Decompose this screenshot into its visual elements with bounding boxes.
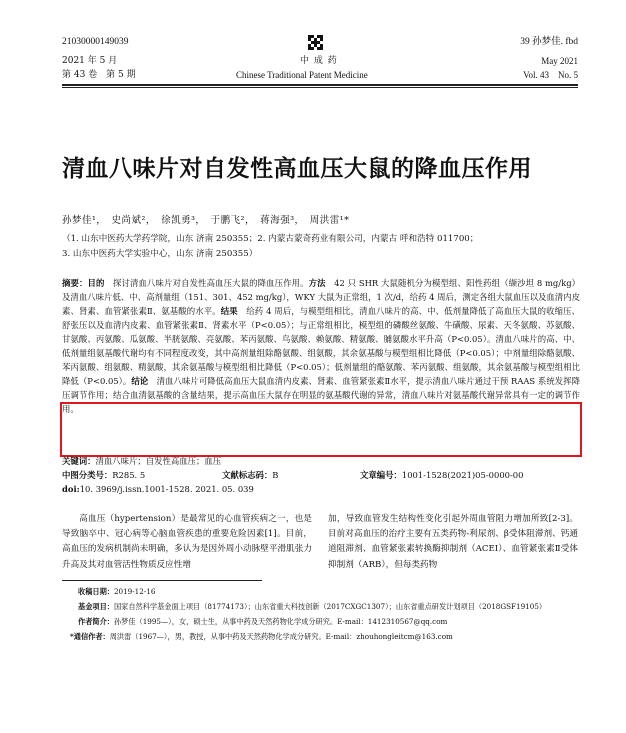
clc-value: R285. 5 — [112, 470, 146, 480]
result-text: 给药 4 周后，与模型组相比，清血八味片的高、中、低剂量降低了高血压大鼠的收缩压、舒张压以及血清内皮素、血管紧张素Ⅱ、肾素水平（P<0.05）；与正常组相比，模型组的磷酸丝氨酸、牛磺酸、尿素、天冬氨酸、苏氨酸、甘氨酸、丙氨酸、瓜氨酸、半胱氨酸、亮氨酸、苯丙氨酸、鸟氨酸、赖氨酸、精氨酸、脯氨酸水平升高（P<0.05）。清血八味片的高、中、低剂量组氨基酸代谢均有不同程度改变，其中高剂量组除酪氨酸、组氨酸，其余氨基酸与模型组相比降低（P<0.05）；中剂量组除酪氨酸、苯丙氨酸、组氨酸、精氨酸，其余氨基酸与模型组相比降低（P<0.05）；低剂量组的酪氨酸、苯丙氨酸、组氨酸，其余氨基酸与模型组相比降低（P<0.05）。 — [62, 306, 581, 386]
conclusion-label: 结论 — [131, 376, 149, 386]
document-code-label: 文献标志码： — [222, 470, 273, 480]
article-number-value: 1001-1528(2021)05-0000-00 — [401, 470, 524, 480]
journal-name-en: Chinese Traditional Patent Medicine — [236, 70, 368, 80]
conclusion-text: 清血八味片可降低高血压大鼠血清内皮素、肾素、血管紧张素Ⅱ水平，提示清血八味片通过干预 RAAS 系统发挥降压调节作用；结合血清氨基酸的含量结果，提示高血压大鼠存在明显的氨基酸代谢的异常，清血八味片对氨基酸代谢异常具有一定的调节作用。 — [62, 376, 581, 414]
article-number: 21030000149039 — [62, 37, 129, 47]
abstract-label: 摘要： — [62, 278, 88, 288]
author-list: 孙梦佳¹， 史尚斌²， 徐凯勇³， 于鹏飞²， 蒋海强³， 周洪雷¹* — [62, 215, 350, 226]
doi-label: doi: — [62, 484, 80, 494]
keywords-value: 清血八味片；自发性高血压；血压 — [95, 456, 222, 466]
objective-text: 探讨清血八味片对自发性高血压大鼠的降血压作用。 — [113, 278, 309, 288]
journal-name-cn: 中 成 药 — [300, 56, 338, 66]
intro-right-column: 加，导致血管发生结构性变化引起外周血管阻力增加所致[2-3]。目前对高血压的治疗主要有五类药物-利尿剂、β受体阻滞剂、钙通道阻滞剂、血管紧张素转换酶抑制剂（ACEI）、血管紧张素Ⅱ受体抑制剂（ARB），但每类药物 — [328, 514, 578, 570]
volume-issue-en: Vol. 43 No. 5 — [523, 70, 578, 80]
document-code — [222, 468, 278, 482]
keywords-label: 关键词： — [62, 456, 96, 466]
doi-value: 10. 3969/j.issn.1001-1528. 2021. 05. 039 — [79, 484, 254, 494]
doi — [62, 482, 254, 496]
fund-label: 基金项目： — [78, 602, 114, 611]
affiliation-line: （1. 山东中医药大学药学院，山东 济南 250355；2. 内蒙古蒙奇药业有限公司，内蒙古 呼和浩特 011700； — [62, 234, 479, 244]
received-date — [78, 586, 578, 598]
received-value: 2019-12-16 — [113, 587, 156, 596]
header-rule-thin — [62, 87, 578, 88]
fund-info — [78, 601, 578, 613]
footnote-rule — [62, 580, 262, 581]
article-number-label: 文章编号： — [360, 470, 402, 480]
affiliations — [62, 232, 582, 262]
affiliation-line: 3. 山东中医药大学实验中心，山东 济南 250355） — [62, 249, 258, 259]
abstract — [62, 276, 580, 416]
corresponding-value: 周洪雷（1967—），男，教授，从事中药及天然药物化学成分研究。E-mail：zhouhongleitcm@163.com — [109, 632, 453, 641]
footnotes — [70, 584, 578, 643]
clc-number — [62, 468, 145, 482]
objective-label: 目的 — [87, 278, 105, 288]
result-label: 结果 — [220, 306, 238, 316]
intro-left-column: 高血压（hypertension）是最常见的心血管疾病之一，也是导致脑卒中、冠心病等心脑血管疾患的重要危险因素[1]。目前，高血压的发病机制尚未明确，多认为是因外周小动脉壁平滑肌张力升高及其对血管活性物质反应性增 — [62, 514, 312, 570]
keywords — [62, 454, 221, 468]
header-rule — [62, 84, 578, 86]
author-bio-label: 作者简介： — [78, 617, 114, 626]
qr-code-icon — [308, 35, 323, 50]
pdf-file-tag: 39 孙梦佳. fbd — [520, 37, 578, 47]
clc-label: 中图分类号： — [62, 470, 113, 480]
article-number-line — [360, 468, 523, 482]
corresponding-author — [70, 631, 578, 643]
corresponding-label: *通信作者： — [70, 632, 110, 641]
received-label: 收稿日期： — [78, 587, 114, 596]
author-bio-value: 孙梦佳（1995—），女，硕士生，从事中药及天然药物化学成分研究。E-mail：1412310567@qq.com — [113, 617, 448, 626]
conclusion-highlight-box — [60, 402, 582, 457]
issue-date-cn: 2021 年 5 月 — [62, 56, 118, 66]
volume-issue-cn: 第 43 卷 第 5 期 — [62, 70, 136, 80]
article-title: 清血八味片对自发性高血压大鼠的降血压作用 — [62, 156, 532, 182]
method-label: 方法 — [308, 278, 326, 288]
issue-date-en: May 2021 — [541, 56, 578, 66]
author-bio — [78, 616, 578, 628]
document-code-value: B — [272, 470, 279, 480]
fund-value: 国家自然科学基金面上项目（81774173）；山东省重大科技创新（2017CXGC1307）；山东省重点研发计划项目（2018GSF19105） — [113, 602, 547, 611]
method-text: 42 只 SHR 大鼠随机分为模型组、阳性药组（缬沙坦 8 mg/kg）及清血八味片低、中、高剂量组（151、301、452 mg/kg），WKY 大鼠为正常组，1 次/d，给药 4 周后，测定各组大鼠血压以及血清内皮素、肾素、血管紧张素Ⅱ、氨基酸的水平。 — [62, 278, 581, 316]
